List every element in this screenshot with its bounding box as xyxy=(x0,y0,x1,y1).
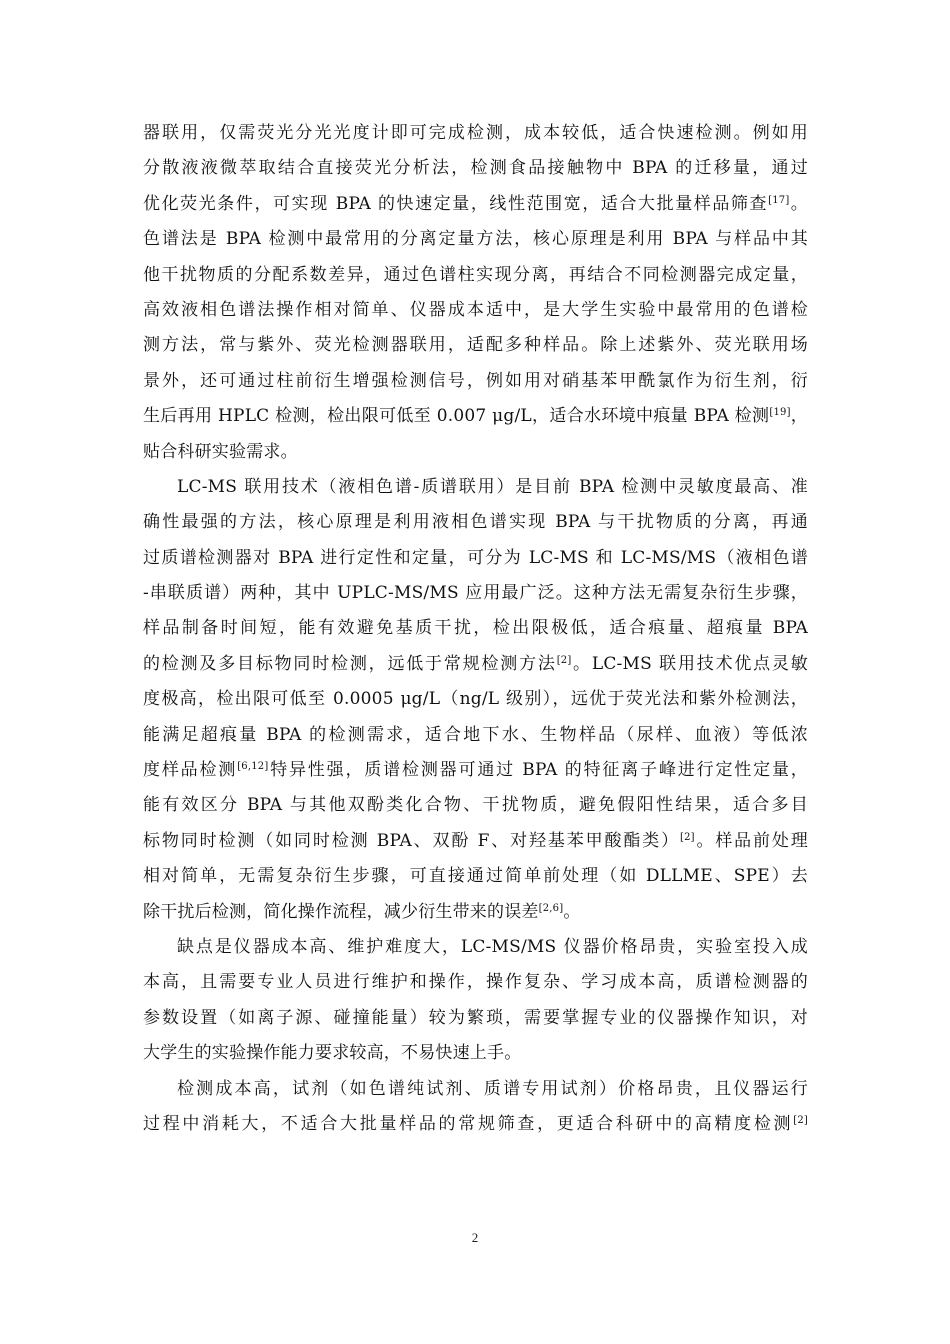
citation: [19] xyxy=(769,407,791,419)
text-line: 相对简单，无需复杂衍生步骤，可直接通过简单前处理（如 DLLME、SPE）去 xyxy=(143,866,808,887)
text-run: 。样品前处理 xyxy=(694,830,809,851)
text-line: 色谱法是 BPA 检测中最常用的分离定量方法，核心原理是利用 BPA 与样品中其 xyxy=(143,229,808,250)
text-line: 景外，还可通过柱前衍生增强检测信号，例如用对硝基苯甲酰氯作为衍生剂，衍 xyxy=(143,370,808,391)
text-run: 标物同时检测（如同时检测 BPA、双酚 F、对羟基苯甲酸酯类） xyxy=(143,830,680,851)
text-line xyxy=(143,895,808,930)
page-number: 2 xyxy=(471,1230,479,1245)
paragraph-first-line: 检测成本高，试剂（如色谱纯试剂、质谱专用试剂）价格昂贵，且仪器运行 xyxy=(177,1078,808,1099)
text-line: 大学生的实验操作能力要求较高，不易快速上手。 xyxy=(143,1043,522,1064)
text-line xyxy=(143,824,808,859)
text-run: 除干扰后检测，简化操作流程，减少衍生带来的误差 xyxy=(143,901,539,922)
text-run: 。LC-MS 联用技术优点灵敏 xyxy=(571,653,808,674)
text-run: ， xyxy=(790,406,808,427)
text-run: 的检测及多目标物同时检测，远低于常规检测方法 xyxy=(143,653,557,674)
text-run: 。 xyxy=(563,901,581,922)
citation: [2,6] xyxy=(538,902,564,914)
text-line: 度极高，检出限可低至 0.0005 μg/L（ng/L 级别），远优于荧光法和紫外检测法， xyxy=(143,689,808,710)
text-run: 生后再用 HPLC 检测，检出限可低至 0.007 μg/L，适合水环境中痕量 BPA 检测 xyxy=(143,406,770,427)
paragraph-first-line: 缺点是仪器成本高、维护难度大，LC-MS/MS 仪器价格昂贵，实验室投入成 xyxy=(177,936,808,957)
text-line: 分散液液微萃取结合直接荧光分析法，检测食品接触物中 BPA 的迁移量，通过 xyxy=(143,158,808,179)
text-line: 高效液相色谱法操作相对简单、仪器成本适中，是大学生实验中最常用的色谱检 xyxy=(143,299,808,320)
text-line xyxy=(143,1107,808,1142)
text-line: 器联用，仅需荧光分光光度计即可完成检测，成本较低，适合快速检测。例如用 xyxy=(143,123,808,143)
citation: [2] xyxy=(556,654,572,666)
text-line: 确性最强的方法，核心原理是利用液相色谱实现 BPA 与干扰物质的分离，再通 xyxy=(143,512,808,533)
text-line: 贴合科研实验需求。 xyxy=(143,441,298,462)
text-line: -串联质谱）两种，其中 UPLC-MS/MS 应用最广泛。这种方法无需复杂衍生步骤， xyxy=(143,583,808,604)
paragraph-first-line: LC-MS 联用技术（液相色谱-质谱联用）是目前 BPA 检测中灵敏度最高、准 xyxy=(177,476,808,497)
body-text xyxy=(143,116,808,1142)
text-line xyxy=(143,399,808,434)
text-line xyxy=(143,753,808,788)
text-line: 他干扰物质的分配系数差异，通过色谱柱实现分离，再结合不同检测器完成定量， xyxy=(143,264,808,285)
text-run: 特异性强，质谱检测器可通过 BPA 的特征离子峰进行定性定量， xyxy=(268,760,809,781)
text-line: 测方法，常与紫外、荧光检测器联用，适配多种样品。除上述紫外、荧光联用场 xyxy=(143,335,808,356)
citation: [2] xyxy=(680,831,695,843)
text-line xyxy=(143,647,808,682)
text-line: 样品制备时间短，能有效避免基质干扰，检出限极低，适合痕量、超痕量 BPA xyxy=(143,618,808,639)
citation: [2] xyxy=(793,1114,808,1126)
text-line: 过质谱检测器对 BPA 进行定性和定量，可分为 LC-MS 和 LC-MS/MS（液相色谱 xyxy=(143,547,808,568)
text-run: 度样品检测 xyxy=(143,760,238,781)
text-run: 过程中消耗大，不适合大批量样品的常规筛查，更适合科研中的高精度检测 xyxy=(143,1113,794,1134)
text-line xyxy=(143,187,808,222)
citation: [17] xyxy=(768,194,790,206)
text-line: 参数设置（如离子源、碰撞能量）较为繁琐，需要掌握专业的仪器操作知识，对 xyxy=(143,1007,808,1028)
text-line: 能有效区分 BPA 与其他双酚类化合物、干扰物质，避免假阳性结果，适合多目 xyxy=(143,795,808,816)
text-run: 优化荧光条件，可实现 BPA 的快速定量，线性范围宽，适合大批量样品筛查 xyxy=(143,193,769,214)
text-line: 能满足超痕量 BPA 的检测需求，适合地下水、生物样品（尿样、血液）等低浓 xyxy=(143,724,808,745)
text-run: 。 xyxy=(789,193,808,214)
citation: [6,12] xyxy=(237,761,269,773)
text-line: 本高，且需要专业人员进行维护和操作，操作复杂、学习成本高，质谱检测器的 xyxy=(143,972,808,993)
